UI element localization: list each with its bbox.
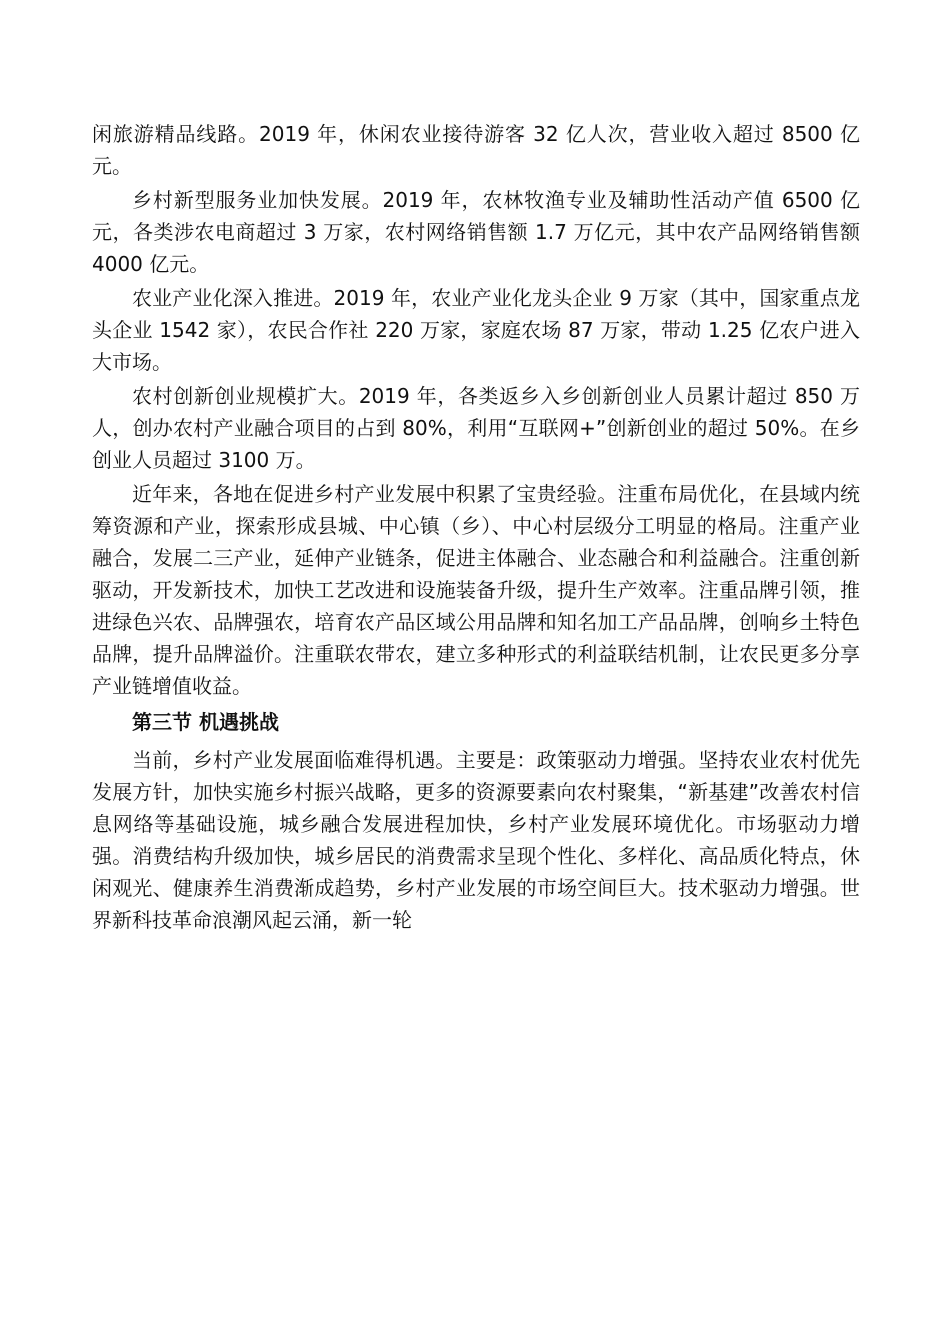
section-heading: 第三节 机遇挑战 (132, 710, 279, 734)
document-page (92, 118, 860, 938)
paragraph-entrepreneurship: 农村创新创业规模扩大。2019 年，各类返乡入乡创新创业人员累计超过 850 万人，创办农村产业融合项目的占到 80%，利用“互联网+”创新创业的超过 50%。在乡创业人员超过 3100 万。 (92, 384, 860, 472)
paragraph-experience: 近年来，各地在促进乡村产业发展中积累了宝贵经验。注重布局优化，在县域内统筹资源和产业，探索形成县城、中心镇（乡）、中心村层级分工明显的格局。注重产业融合，发展二三产业，延伸产业链条，促进主体融合、业态融合和利益融合。注重创新驱动，开发新技术，加快工艺改进和设施装备升级，提升生产效率。注重品牌引领，推进绿色兴农、品牌强农，培育农产品区域公用品牌和知名加工产品品牌，创响乡土特色品牌，提升品牌溢价。注重联农带农，建立多种形式的利益联结机制，让农民更多分享产业链增值收益。 (92, 482, 860, 698)
paragraph-rural-services: 乡村新型服务业加快发展。2019 年，农林牧渔专业及辅助性活动产值 6500 亿元，各类涉农电商超过 3 万家，农村网络销售额 1.7 万亿元，其中农产品网络销售额 4000 亿元。 (92, 188, 860, 276)
paragraph-industrialization: 农业产业化深入推进。2019 年，农业产业化龙头企业 9 万家（其中，国家重点龙头企业 1542 家），农民合作社 220 万家，家庭农场 87 万家，带动 1.25 亿农户进入大市场。 (92, 286, 860, 374)
paragraph-leisure-tourism: 闲旅游精品线路。2019 年，休闲农业接待游客 32 亿人次，营业收入超过 8500 亿元。 (92, 122, 860, 178)
paragraph-opportunities: 当前，乡村产业发展面临难得机遇。主要是：政策驱动力增强。坚持农业农村优先发展方针，加快实施乡村振兴战略，更多的资源要素向农村聚集，“新基建”改善农村信息网络等基础设施，城乡融合发展进程加快，乡村产业发展环境优化。市场驱动力增强。消费结构升级加快，城乡居民的消费需求呈现个性化、多样化、高品质化特点，休闲观光、健康养生消费渐成趋势，乡村产业发展的市场空间巨大。技术驱动力增强。世界新科技革命浪潮风起云涌，新一轮 (92, 748, 860, 932)
